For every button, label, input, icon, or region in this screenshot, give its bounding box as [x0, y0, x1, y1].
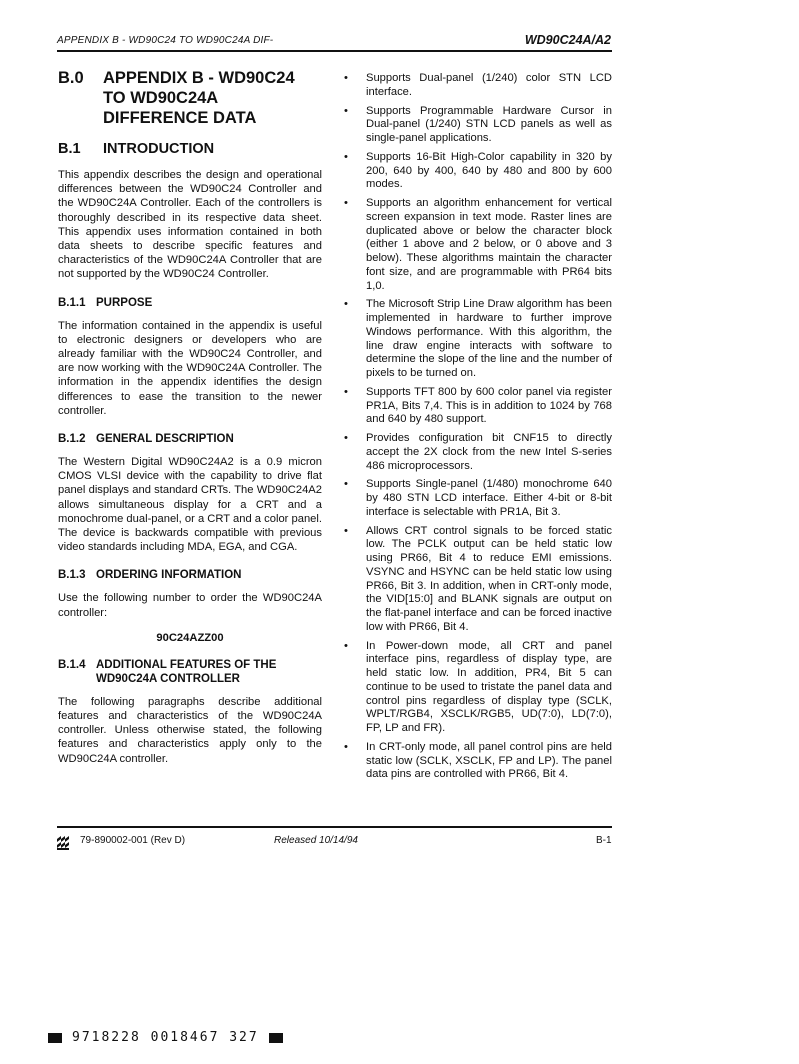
additional-title: ADDITIONAL FEATURES OF THE WD90C24A CONTROLLER — [96, 658, 277, 685]
barcode-mark-left — [48, 1033, 62, 1043]
purpose-heading — [58, 296, 322, 310]
purpose-paragraph: The information contained in the appendix is useful to electronic designers or developers who are already familiar with the WD90C24 Controller, and are now working with the WD90C24A Controller. The information in the appendix identifies the design differences to ease the transition to the newer controller. — [58, 319, 322, 417]
purpose-number: B.1.1 — [58, 296, 86, 309]
intro-title: INTRODUCTION — [103, 141, 215, 157]
document-number: 79-890002-001 (Rev D) — [80, 835, 186, 846]
page-number: B-1 — [596, 835, 612, 846]
feature-item: • Supports Programmable Hardware Cursor in Dual-panel (1/240) STN LCD panels as well as single-panel applications. — [344, 105, 612, 146]
feature-item: • The Microsoft Strip Line Draw algorithm has been implemented in hardware to further improve Windows performance. With this algorithm, the line draw engine interacts with software to determine the slope of the line and the number of pixels to be turned on. — [344, 298, 612, 381]
barcode-text: 9718228 0018467 327 — [72, 1030, 259, 1045]
release-date: Released 10/14/94 — [274, 835, 358, 846]
feature-item: • Allows CRT control signals to be forced static low. The PCLK output can be held static low using PR66, Bit 4 to reduce EMI emissions. VSYNC and HSYNC can be held static low using PR66, Bit 3. In addition, when in CRT-only mode, the VID[15:0] and BLANK signals are output on the flat-panel interface and can be forced inactive low with PR66, Bit 4. — [344, 525, 612, 635]
feature-item: • Supports 16-Bit High-Color capability in 320 by 200, 640 by 400, 640 by 480 and 800 by 600 modes. — [344, 151, 612, 192]
feature-item: • Provides configuration bit CNF15 to directly accept the 2X clock from the new Intel S-series 486 microprocessors. — [344, 432, 612, 473]
general-title: GENERAL DESCRIPTION — [96, 433, 234, 446]
appendix-number: B.0 — [58, 69, 84, 87]
general-heading — [58, 432, 322, 446]
general-paragraph: The Western Digital WD90C24A2 is a 0.9 micron CMOS VLSI device with the capability to drive flat panel displays and standard CRTs. The WD90C24A2 allows simultaneous display for a CRT and a monochrome dual-panel, or a CRT and a color panel. The device is backwards compatible with previous video standards including MDA, EGA, and CGA. — [58, 456, 322, 554]
right-column — [344, 72, 612, 787]
ordering-number: B.1.3 — [58, 569, 86, 582]
feature-item: • Supports an algorithm enhancement for vertical screen expansion in text mode. Raster lines are duplicated above or below the character block (either 1 above and 2 below, or 0 above and 3 below). These algorithms maintain the character font size, and are programmable with PR64 bits 1,0. — [344, 197, 612, 293]
general-number: B.1.2 — [58, 433, 86, 446]
scan-barcode-line — [48, 1030, 283, 1045]
barcode-mark-right — [269, 1033, 283, 1043]
feature-list — [344, 72, 612, 782]
running-header-left: APPENDIX B - WD90C24 TO WD90C24A DIF- — [57, 35, 274, 46]
intro-paragraph: This appendix describes the design and operational differences between the WD90C24 Controller and the WD90C24A Controller. Each of the controllers is thoroughly described in its respective data sheet. This appendix uses information contained in both data sheets to describe specific features and characteristics of the WD90C24A Controller that are not supported by the WD90C24 Controller. — [58, 169, 322, 281]
additional-heading — [58, 658, 322, 686]
additional-paragraph: The following paragraphs describe additional features and characteristics of the WD90C24A controller. Unless otherwise stated, the following features and characteristics apply only to the WD90C24A controller. — [58, 695, 322, 765]
feature-item: • In Power-down mode, all CRT and panel interface pins, regardless of display type, are held static low. In addition, PR4, Bit 5 can continue to be used to tristate the panel data and control pins regardless of display type (SCLK, WPLT/RGB4, XSCLK/RGB5, UD(7:0), LD(7:0), FP, LP and FR). — [344, 640, 612, 736]
appendix-heading — [58, 68, 322, 128]
intro-number: B.1 — [58, 141, 81, 157]
ordering-heading — [58, 568, 322, 582]
purpose-title: PURPOSE — [96, 296, 153, 309]
header-rule — [57, 50, 612, 52]
feature-item: • Supports Dual-panel (1/240) color STN LCD interface. — [344, 72, 612, 100]
appendix-title: APPENDIX B - WD90C24 TO WD90C24A DIFFERENCE DATA — [103, 69, 295, 127]
feature-item: • In CRT-only mode, all panel control pins are held static low (SCLK, XSCLK, FP and LP). The panel data pins are controlled with PR66, Bit 4. — [344, 741, 612, 782]
wd-logo-icon — [57, 836, 69, 850]
intro-heading — [58, 140, 322, 158]
feature-item: • Supports Single-panel (1/480) monochrome 640 by 480 STN LCD interface. Either 4-bit or 8-bit interface is selectable with PR1A, Bit 3. — [344, 478, 612, 519]
running-header-right: WD90C24A/A2 — [524, 33, 611, 47]
ordering-paragraph: Use the following number to order the WD90C24A controller: — [58, 592, 322, 619]
ordering-title: ORDERING INFORMATION — [96, 569, 242, 582]
left-column — [58, 68, 322, 780]
additional-number: B.1.4 — [58, 658, 86, 671]
footer-rule — [57, 826, 612, 828]
feature-item: • Supports TFT 800 by 600 color panel via register PR1A, Bits 7,4. This is in addition to 1024 by 768 and 640 by 480 support. — [344, 386, 612, 427]
part-number: 90C24AZZ00 — [156, 631, 224, 644]
